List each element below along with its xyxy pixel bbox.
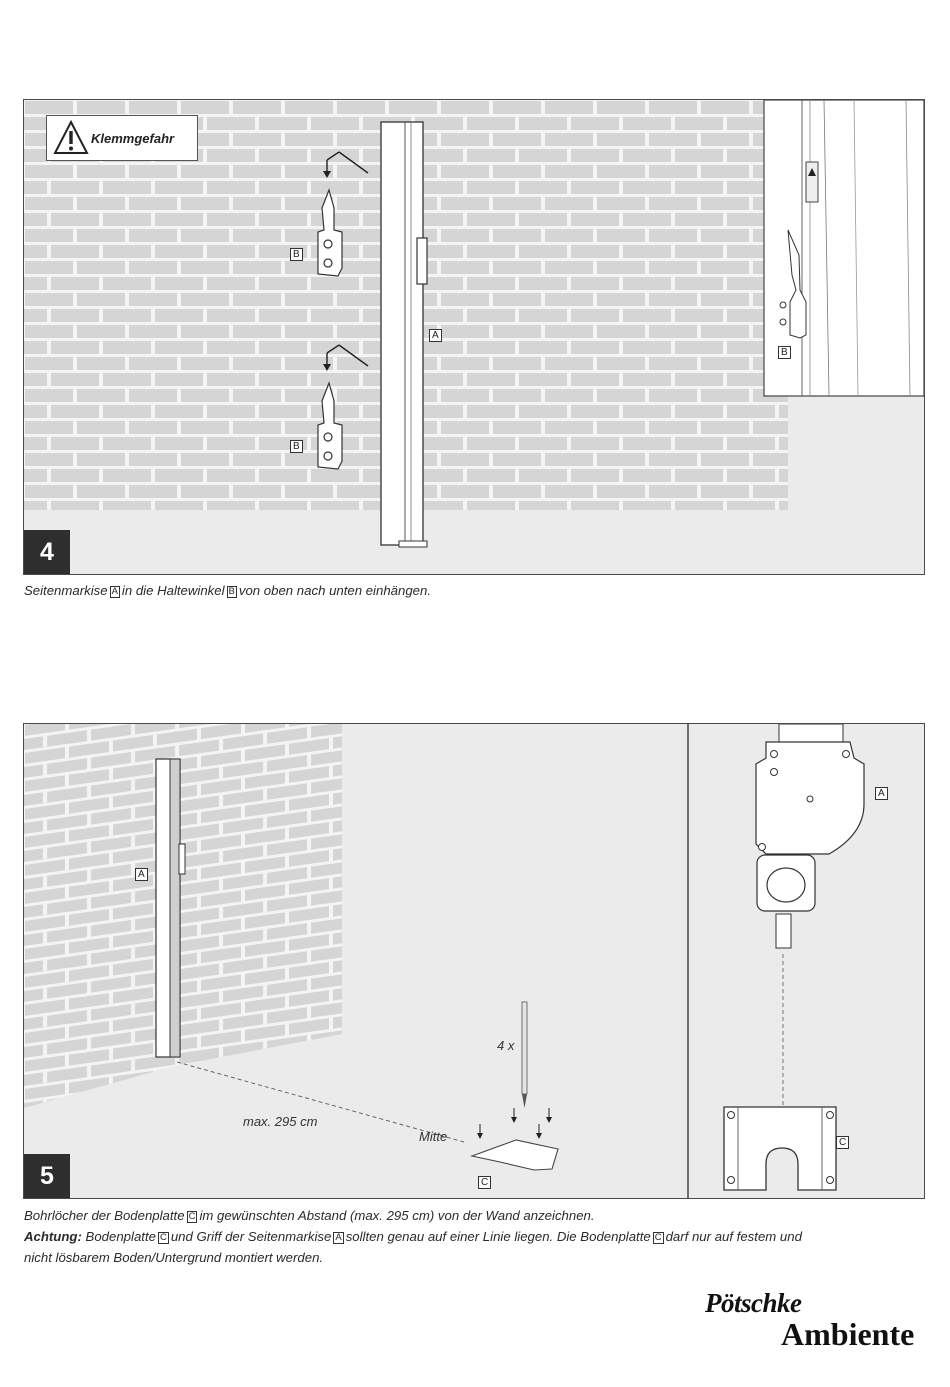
label-b-lower: B bbox=[290, 440, 303, 453]
label-c-detail: C bbox=[836, 1136, 849, 1149]
step5-illustration bbox=[24, 724, 924, 1198]
caption-tag-a: A bbox=[111, 586, 118, 597]
step-number-5: 5 bbox=[24, 1154, 70, 1198]
caption-line-1 bbox=[24, 1205, 802, 1226]
caption-text: Bodenplatte bbox=[85, 1229, 156, 1244]
housing-detail bbox=[756, 724, 864, 1106]
caption-text: sollten genau auf einer Linie liegen. Die Bodenplatte bbox=[345, 1229, 651, 1244]
logo-line-1: Pötschke bbox=[705, 1288, 802, 1318]
caption-tag-c: C bbox=[654, 1232, 662, 1243]
label-a-detail: A bbox=[875, 787, 888, 800]
label-c: C bbox=[478, 1176, 491, 1189]
step5-panel bbox=[23, 723, 925, 1199]
step4-caption bbox=[24, 580, 431, 601]
caption-text: im gewünschten Abstand (max. 295 cm) von der Wand anzeichnen. bbox=[199, 1208, 595, 1223]
caption-text: von oben nach unten einhängen. bbox=[238, 583, 431, 598]
caption-tag-c: C bbox=[188, 1211, 196, 1222]
drill-arrows bbox=[477, 1108, 552, 1139]
warning-label: Klemmgefahr bbox=[91, 130, 175, 146]
logo-line-2: Ambiente bbox=[781, 1316, 915, 1352]
label-b-upper: B bbox=[290, 248, 303, 261]
caption-warning-word: Achtung: bbox=[24, 1229, 82, 1244]
pencil bbox=[522, 1002, 527, 1108]
caption-line-2 bbox=[24, 1226, 802, 1247]
step-number-4: 4 bbox=[24, 530, 70, 574]
step4-illustration bbox=[24, 100, 924, 574]
caption-tag-b: B bbox=[228, 586, 235, 597]
label-a: A bbox=[135, 868, 148, 881]
base-plate bbox=[472, 1140, 558, 1170]
warning-box bbox=[46, 115, 198, 161]
step4-panel bbox=[23, 99, 925, 575]
caption-tag-c: C bbox=[159, 1232, 167, 1243]
label-b-detail: B bbox=[778, 346, 791, 359]
warning-triangle-icon bbox=[53, 120, 89, 156]
caption-tag-a: A bbox=[335, 1232, 342, 1243]
label-a: A bbox=[429, 329, 442, 342]
count-label: 4 x bbox=[497, 1038, 515, 1053]
brand-logo bbox=[705, 1288, 935, 1368]
base-plate-detail bbox=[724, 1107, 836, 1190]
caption-text: darf nur auf festem und bbox=[665, 1229, 802, 1244]
caption-text: und Griff der Seitenmarkise bbox=[170, 1229, 332, 1244]
step5-caption bbox=[24, 1205, 802, 1268]
angled-brick-wall bbox=[24, 724, 342, 1108]
caption-line-3: nicht lösbarem Boden/Untergrund montiert werden. bbox=[24, 1250, 324, 1265]
center-label: Mitte bbox=[419, 1129, 448, 1144]
caption-text: Bohrlöcher der Bodenplatte bbox=[24, 1208, 185, 1223]
caption-text: in die Haltewinkel bbox=[121, 583, 225, 598]
distance-label: max. 295 cm bbox=[243, 1114, 318, 1129]
caption-text: Seitenmarkise bbox=[24, 583, 108, 598]
awning-cassette bbox=[381, 122, 427, 547]
